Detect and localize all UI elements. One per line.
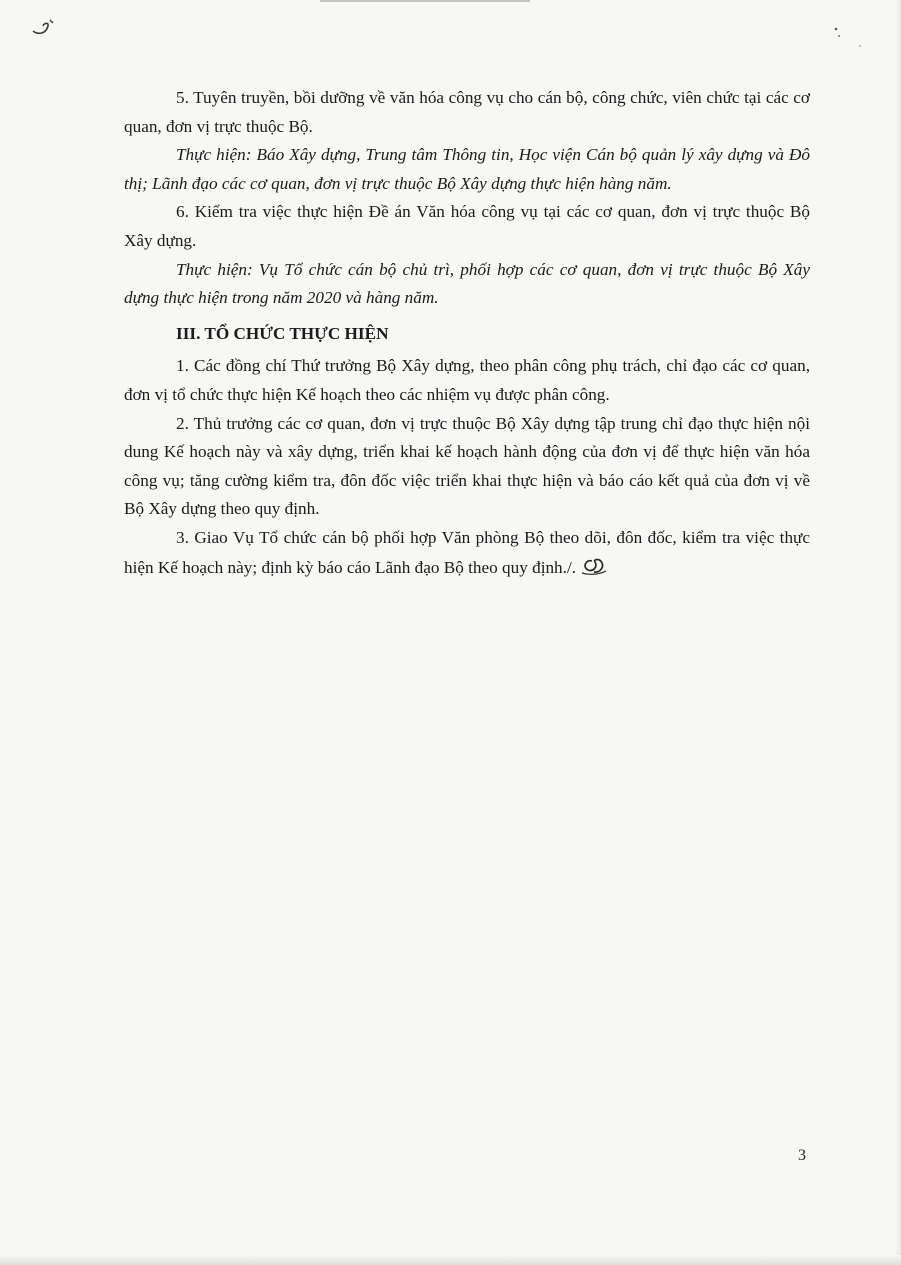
scan-artifact-line bbox=[320, 0, 530, 2]
handwritten-mark-icon bbox=[30, 16, 58, 38]
initials-signature-icon bbox=[578, 553, 608, 577]
paragraph: Thực hiện: Vụ Tổ chức cán bộ chủ trì, phối hợp các cơ quan, đơn vị trực thuộc Bộ Xây dựng thực hiện trong năm 2020 và hàng năm. bbox=[124, 259, 810, 308]
scan-speck-icon bbox=[830, 24, 870, 54]
section-heading: III. TỔ CHỨC THỰC HIỆN bbox=[176, 323, 389, 343]
document-body bbox=[124, 84, 810, 582]
paragraph: 5. Tuyên truyền, bồi dưỡng về văn hóa công vụ cho cán bộ, công chức, viên chức tại các cơ quan, đơn vị trực thuộc Bộ. bbox=[124, 88, 810, 136]
paragraph: 1. Các đồng chí Thứ trưởng Bộ Xây dựng, theo phân công phụ trách, chỉ đạo các cơ quan, đơn vị tổ chức thực hiện Kế hoạch theo các nhiệm vụ được phân công. bbox=[124, 356, 810, 404]
page-number: 3 bbox=[798, 1147, 806, 1164]
scan-edge-shadow bbox=[0, 1255, 901, 1265]
paragraph: Thực hiện: Báo Xây dựng, Trung tâm Thông tin, Học viện Cán bộ quản lý xây dựng và Đô thị; Lãnh đạo các cơ quan, đơn vị trực thuộc Bộ Xây dựng thực hiện hàng năm. bbox=[124, 145, 810, 193]
paragraph: 2. Thủ trưởng các cơ quan, đơn vị trực thuộc Bộ Xây dựng tập trung chỉ đạo thực hiện nội dung Kế hoạch này và xây dựng, triển khai kế hoạch hành động của đơn vị để thực hiện văn hóa công vụ; tăng cường kiểm tra, đôn đốc việc triển khai thực hiện và báo cáo kết quả của đơn vị về Bộ Xây dựng theo quy định. bbox=[124, 413, 810, 519]
paragraph-last bbox=[124, 524, 810, 582]
scan-edge-shadow bbox=[895, 0, 901, 1265]
paragraph: 6. Kiểm tra việc thực hiện Đề án Văn hóa công vụ tại các cơ quan, đơn vị trực thuộc Bộ Xây dựng. bbox=[124, 202, 810, 250]
paragraph-text: 3. Giao Vụ Tổ chức cán bộ phối hợp Văn phòng Bộ theo dõi, đôn đốc, kiểm tra việc thực hiện Kế hoạch này; định kỳ báo cáo Lãnh đạo Bộ theo quy định./. bbox=[124, 527, 810, 577]
